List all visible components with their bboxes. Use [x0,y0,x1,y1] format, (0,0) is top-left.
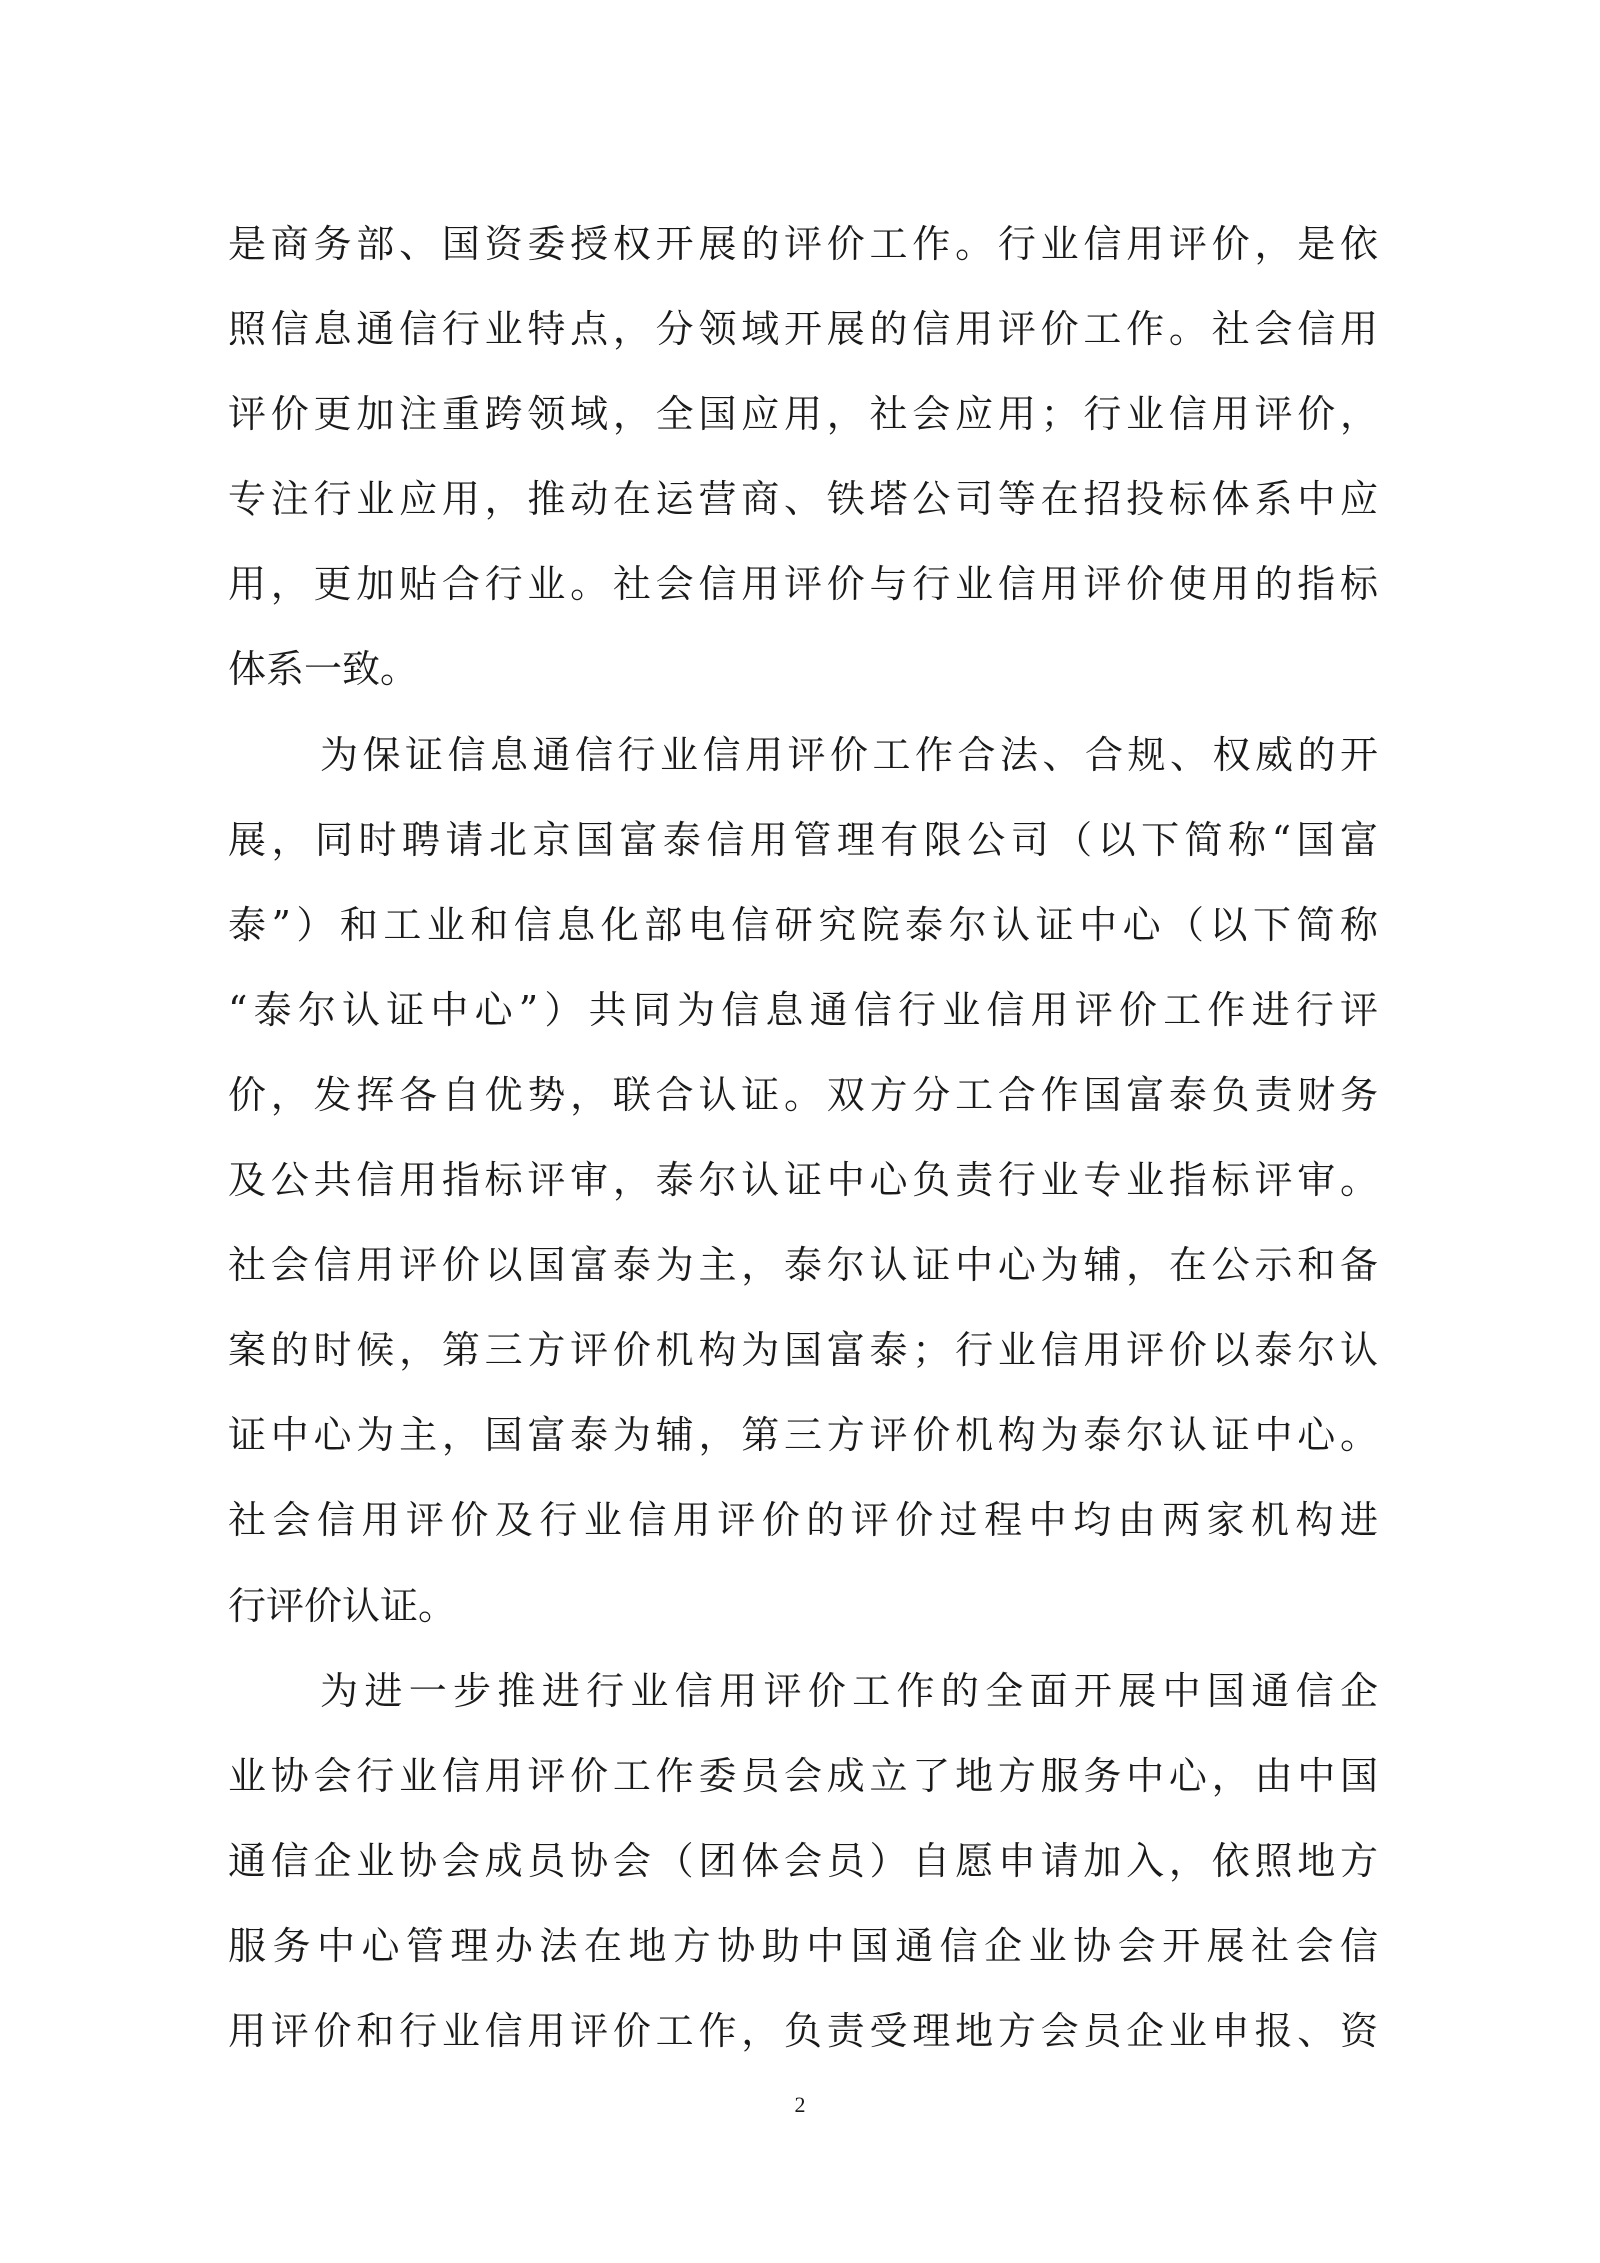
text-line: 评价更加注重跨领域，全国应用，社会应用；行业信用评价， [228,392,1378,437]
text-line: 案的时候，第三方评价机构为国富泰；行业信用评价以泰尔认 [228,1328,1378,1373]
text-line: 通信企业协会成员协会（团体会员）自愿申请加入，依照地方 [228,1838,1378,1883]
text-line: “泰尔认证中心”）共同为信息通信行业信用评价工作进行评 [228,987,1378,1032]
text-line: 用评价和行业信用评价工作，负责受理地方会员企业申报、资 [228,2008,1378,2053]
text-line: 展，同时聘请北京国富泰信用管理有限公司（以下简称“国富 [228,817,1378,862]
text-line: 行评价认证。 [228,1583,457,1628]
text-line: 业协会行业信用评价工作委员会成立了地方服务中心，由中国 [228,1753,1378,1798]
text-line: 是商务部、国资委授权开展的评价工作。行业信用评价，是依 [228,222,1378,266]
page-number: 2 [794,2092,806,2117]
text-line: 为保证信息通信行业信用评价工作合法、合规、权威的开 [320,732,1378,777]
text-line: 价，发挥各自优势，联合认证。双方分工合作国富泰负责财务 [228,1072,1378,1117]
text-line: 用，更加贴合行业。社会信用评价与行业信用评价使用的指标 [228,562,1378,607]
text-line: 专注行业应用，推动在运营商、铁塔公司等在招投标体系中应 [228,477,1378,522]
text-line: 社会信用评价以国富泰为主，泰尔认证中心为辅，在公示和备 [228,1243,1378,1288]
text-line: 证中心为主，国富泰为辅，第三方评价机构为泰尔认证中心。 [228,1413,1378,1458]
text-line: 及公共信用指标评审，泰尔认证中心负责行业专业指标评审。 [228,1158,1378,1203]
text-line: 照信息通信行业特点，分领域开展的信用评价工作。社会信用 [228,307,1378,352]
text-line: 为进一步推进行业信用评价工作的全面开展中国通信企 [320,1668,1378,1713]
text-line: 服务中心管理办法在地方协助中国通信企业协会开展社会信 [228,1923,1378,1968]
text-line: 社会信用评价及行业信用评价的评价过程中均由两家机构进 [228,1498,1378,1543]
body-text [228,202,1378,2074]
text-line: 泰”）和工业和信息化部电信研究院泰尔认证中心（以下简称 [228,902,1378,947]
text-line: 体系一致。 [228,647,419,692]
